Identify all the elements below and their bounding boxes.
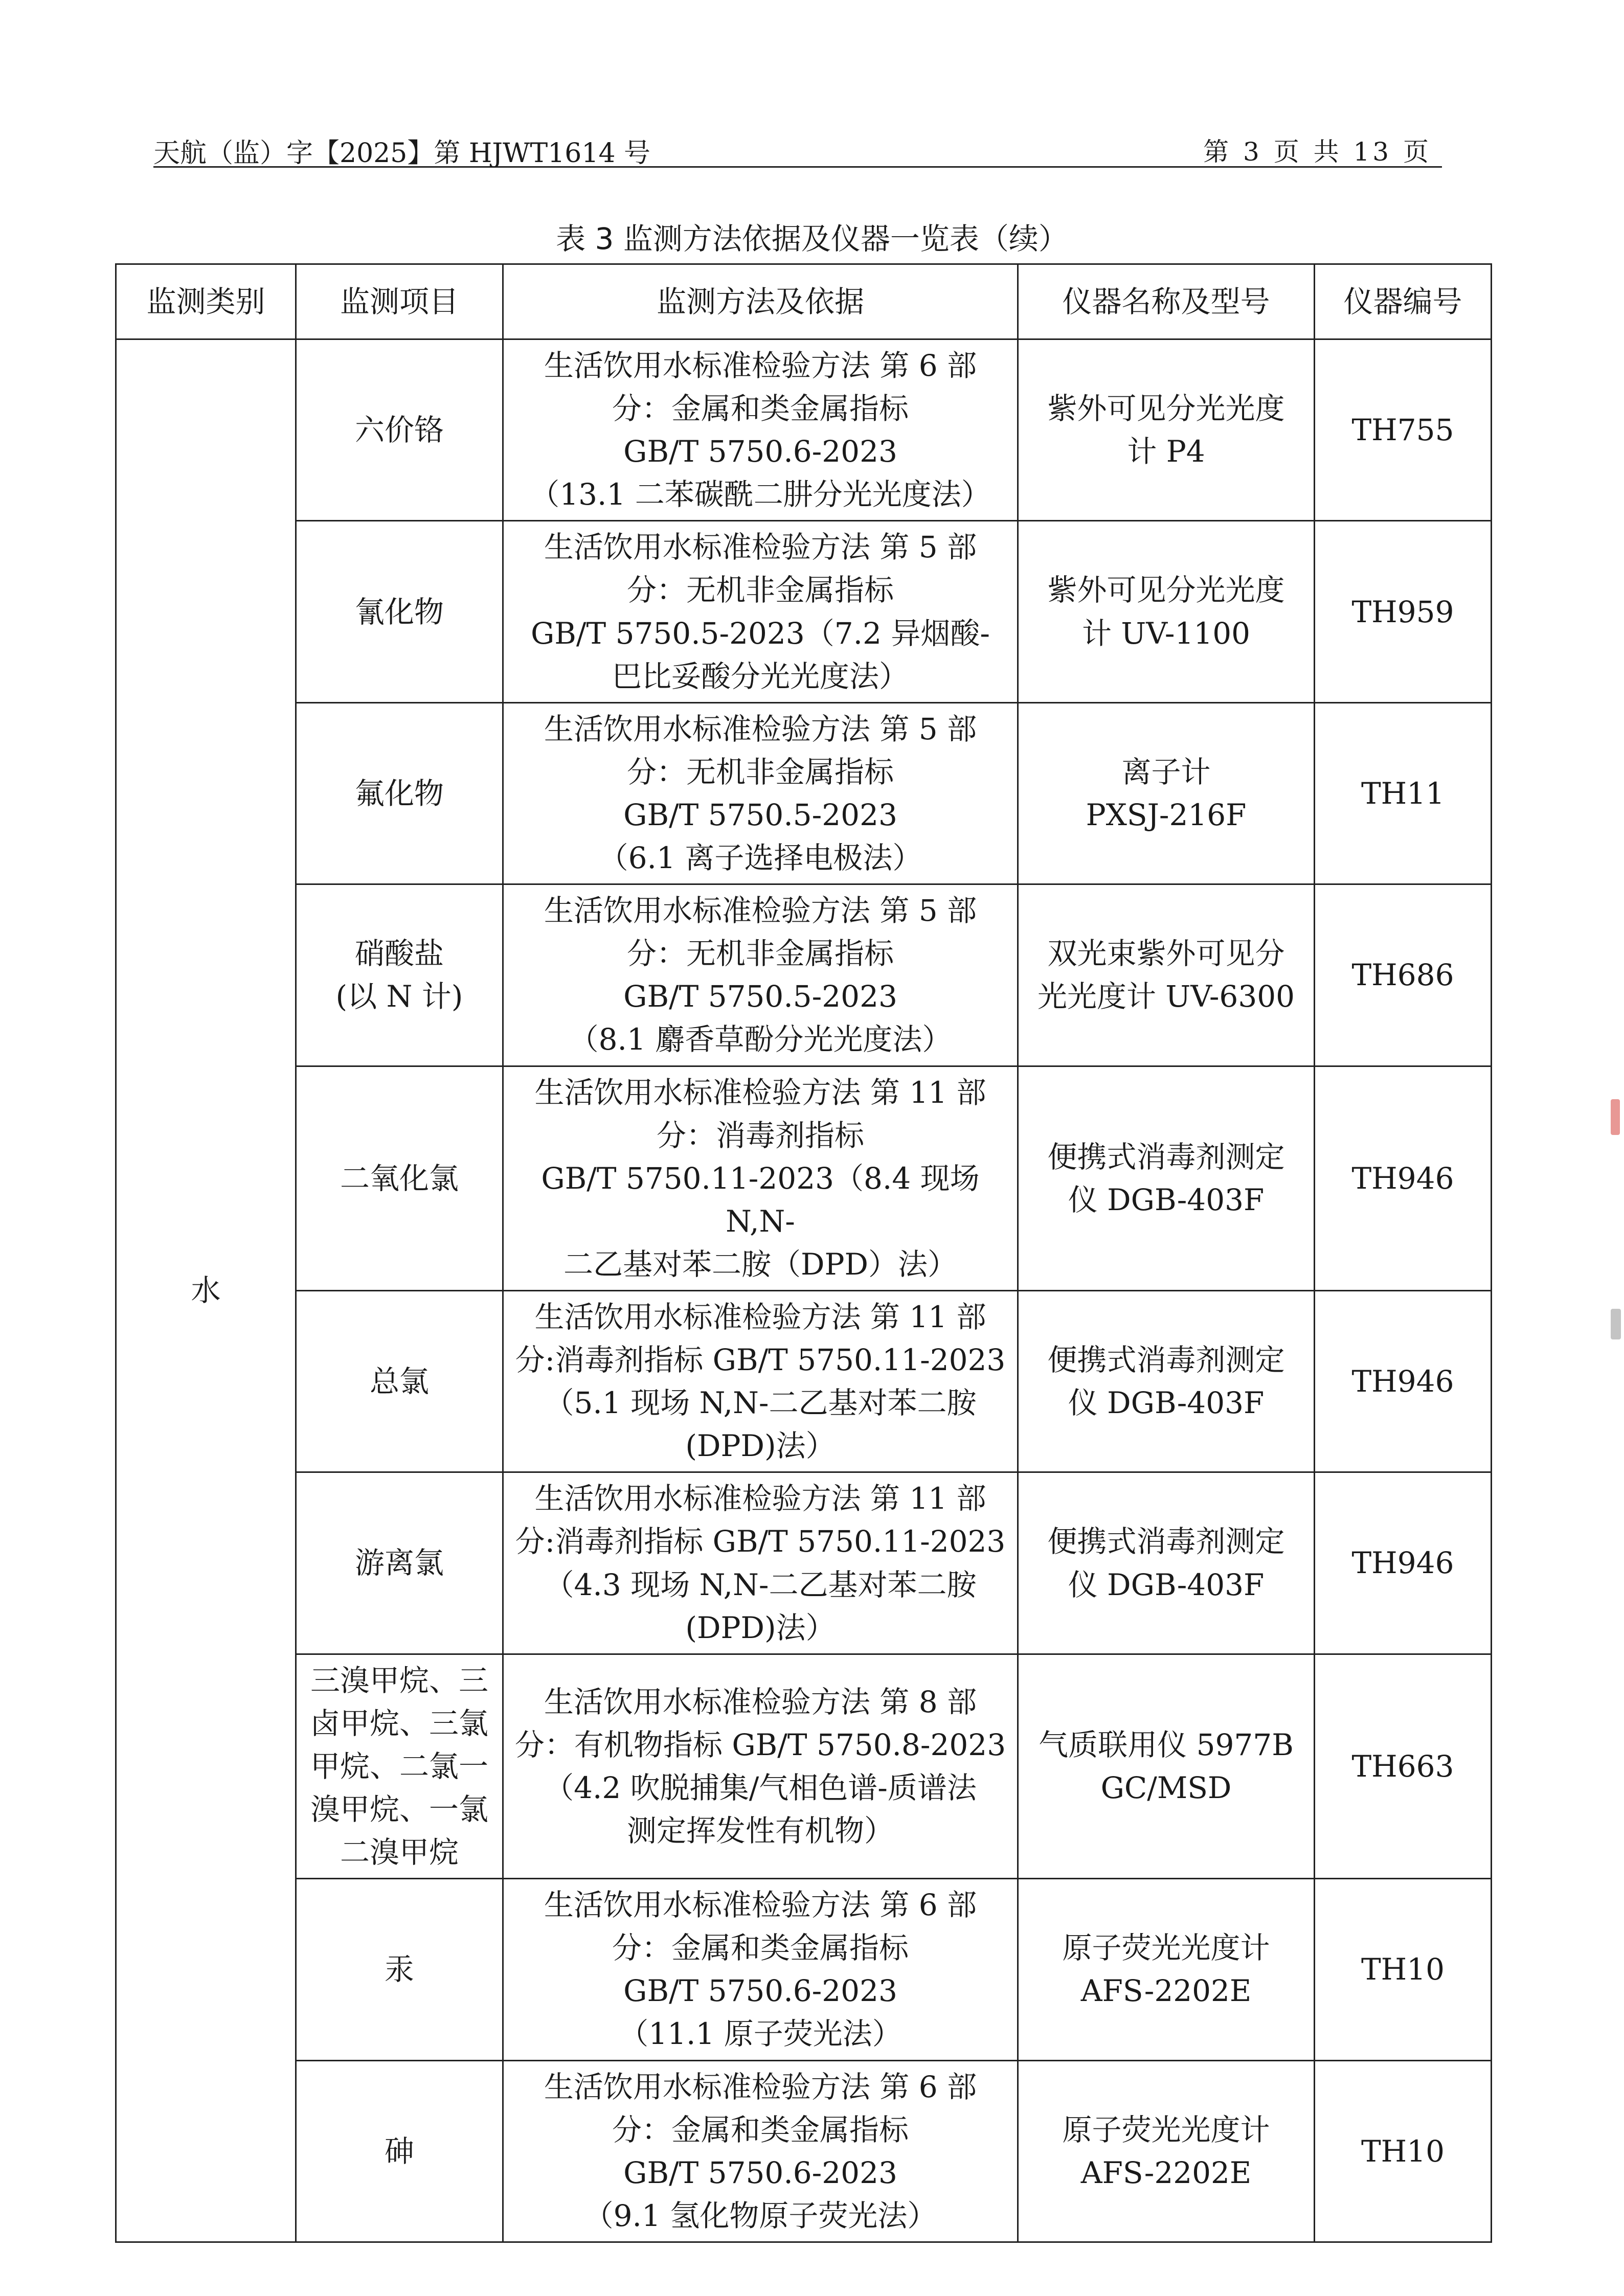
instrument-cell: 离子计 PXSJ-216F bbox=[1018, 702, 1315, 884]
table-row bbox=[116, 1654, 1492, 1878]
page-info: 第 3 页 共 13 页 bbox=[1203, 137, 1432, 167]
code-cell: TH959 bbox=[1315, 521, 1492, 702]
item-cell: 汞 bbox=[296, 1879, 503, 2060]
header-item: 监测项目 bbox=[296, 264, 503, 339]
table-row bbox=[116, 1472, 1492, 1654]
instrument-cell: 便携式消毒剂测定 仪 DGB-403F bbox=[1018, 1290, 1315, 1472]
instrument-cell: 原子荧光光度计 AFS-2202E bbox=[1018, 2060, 1315, 2242]
header-category: 监测类别 bbox=[116, 264, 296, 339]
item-cell: 六价铬 bbox=[296, 339, 503, 521]
instrument-cell: 双光束紫外可见分 光光度计 UV-6300 bbox=[1018, 884, 1315, 1066]
header-instrument: 仪器名称及型号 bbox=[1018, 264, 1315, 339]
table-header-row bbox=[116, 264, 1492, 339]
item-cell: 三溴甲烷、三 卤甲烷、三氯 甲烷、二氯一 溴甲烷、一氯 二溴甲烷 bbox=[296, 1654, 503, 1878]
instrument-cell: 气质联用仪 5977B GC/MSD bbox=[1018, 1654, 1315, 1878]
item-cell: 总氯 bbox=[296, 1290, 503, 1472]
table-row bbox=[116, 521, 1492, 702]
method-cell: 生活饮用水标准检验方法 第 6 部 分：金属和类金属指标 GB/T 5750.6-2023 （9.1 氢化物原子荧光法） bbox=[503, 2060, 1018, 2242]
table-row bbox=[116, 702, 1492, 884]
category-cell: 水 bbox=[116, 339, 296, 2242]
item-cell: 二氧化氯 bbox=[296, 1066, 503, 1290]
method-cell: 生活饮用水标准检验方法 第 6 部 分：金属和类金属指标 GB/T 5750.6-2023 （13.1 二苯碳酰二肼分光光度法） bbox=[503, 339, 1018, 521]
code-cell: TH946 bbox=[1315, 1472, 1492, 1654]
table-row bbox=[116, 1066, 1492, 1290]
item-cell: 砷 bbox=[296, 2060, 503, 2242]
page-header bbox=[153, 125, 1442, 168]
method-cell: 生活饮用水标准检验方法 第 11 部 分:消毒剂指标 GB/T 5750.11-2023 （5.1 现场 N,N-二乙基对苯二胺 (DPD)法） bbox=[503, 1290, 1018, 1472]
item-cell: 硝酸盐 (以 N 计) bbox=[296, 884, 503, 1066]
header-code: 仪器编号 bbox=[1315, 264, 1492, 339]
instrument-cell: 便携式消毒剂测定 仪 DGB-403F bbox=[1018, 1066, 1315, 1290]
instrument-cell: 紫外可见分光光度 计 UV-1100 bbox=[1018, 521, 1315, 702]
header-method: 监测方法及依据 bbox=[503, 264, 1018, 339]
table-row bbox=[116, 2060, 1492, 2242]
code-cell: TH663 bbox=[1315, 1654, 1492, 1878]
code-cell: TH946 bbox=[1315, 1066, 1492, 1290]
code-cell: TH946 bbox=[1315, 1290, 1492, 1472]
doc-number: 天航（监）字【2025】第 HJWT1614 号 bbox=[153, 138, 651, 169]
method-cell: 生活饮用水标准检验方法 第 11 部 分:消毒剂指标 GB/T 5750.11-2023 （4.3 现场 N,N-二乙基对苯二胺 (DPD)法） bbox=[503, 1472, 1018, 1654]
method-cell: 生活饮用水标准检验方法 第 8 部 分：有机物指标 GB/T 5750.8-2023 （4.2 吹脱捕集/气相色谱-质谱法 测定挥发性有机物） bbox=[503, 1654, 1018, 1878]
stamp-mark-gray bbox=[1611, 1309, 1621, 1339]
table-row bbox=[116, 339, 1492, 521]
code-cell: TH10 bbox=[1315, 1879, 1492, 2060]
item-cell: 游离氯 bbox=[296, 1472, 503, 1654]
method-cell: 生活饮用水标准检验方法 第 5 部 分：无机非金属指标 GB/T 5750.5-2023 （6.1 离子选择电极法） bbox=[503, 702, 1018, 884]
instrument-cell: 原子荧光光度计 AFS-2202E bbox=[1018, 1879, 1315, 2060]
table-row bbox=[116, 884, 1492, 1066]
code-cell: TH755 bbox=[1315, 339, 1492, 521]
method-cell: 生活饮用水标准检验方法 第 11 部 分：消毒剂指标 GB/T 5750.11-2023（8.4 现场 N,N- 二乙基对苯二胺（DPD）法） bbox=[503, 1066, 1018, 1290]
method-cell: 生活饮用水标准检验方法 第 5 部 分：无机非金属指标 GB/T 5750.5-2023 （8.1 麝香草酚分光光度法） bbox=[503, 884, 1018, 1066]
table-row bbox=[116, 1879, 1492, 2060]
method-cell: 生活饮用水标准检验方法 第 6 部 分：金属和类金属指标 GB/T 5750.6-2023 （11.1 原子荧光法） bbox=[503, 1879, 1018, 2060]
methods-table bbox=[115, 263, 1492, 2243]
code-cell: TH10 bbox=[1315, 2060, 1492, 2242]
item-cell: 氰化物 bbox=[296, 521, 503, 702]
code-cell: TH686 bbox=[1315, 884, 1492, 1066]
item-cell: 氟化物 bbox=[296, 702, 503, 884]
stamp-mark-red bbox=[1611, 1099, 1620, 1135]
method-cell: 生活饮用水标准检验方法 第 5 部 分：无机非金属指标 GB/T 5750.5-2023（7.2 异烟酸- 巴比妥酸分光光度法） bbox=[503, 521, 1018, 702]
table-title: 表 3 监测方法依据及仪器一览表（续） bbox=[556, 221, 1068, 256]
instrument-cell: 便携式消毒剂测定 仪 DGB-403F bbox=[1018, 1472, 1315, 1654]
instrument-cell: 紫外可见分光光度 计 P4 bbox=[1018, 339, 1315, 521]
code-cell: TH11 bbox=[1315, 702, 1492, 884]
table-row bbox=[116, 1290, 1492, 1472]
